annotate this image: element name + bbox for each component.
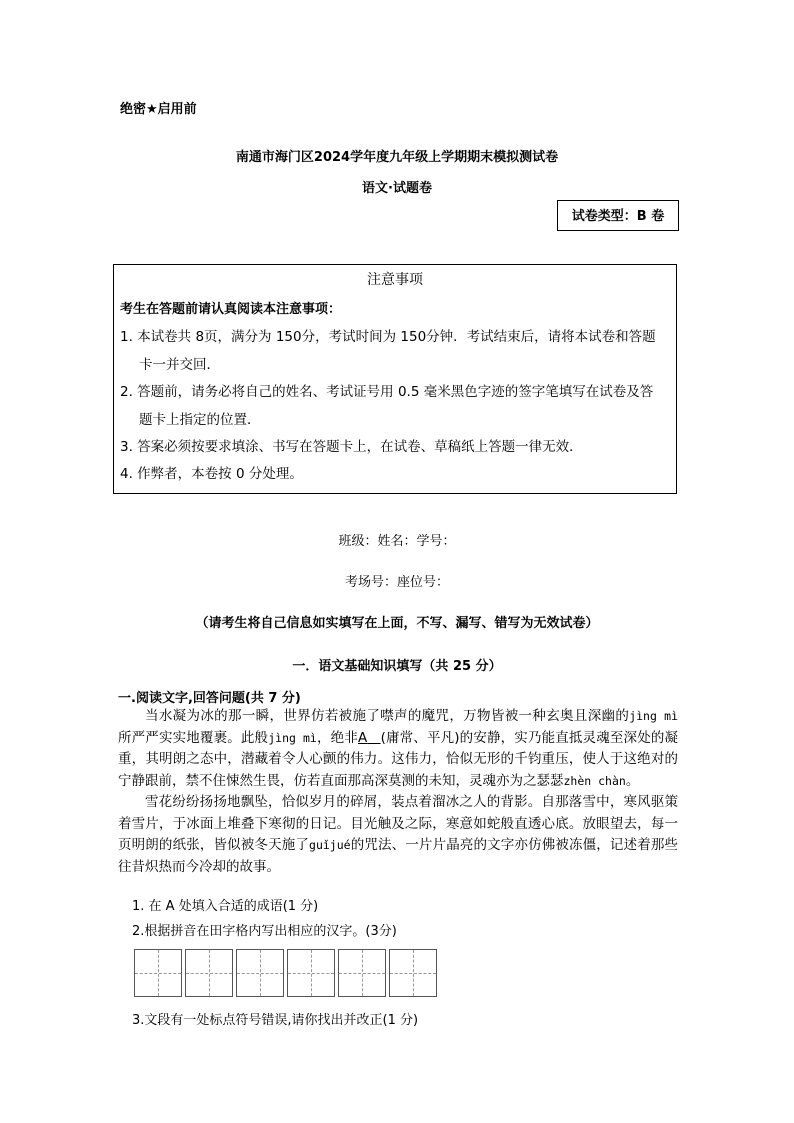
tianzige-cell[interactable] [389, 949, 437, 997]
notice-item-cont: 题卡上指定的位置． [139, 412, 261, 428]
blank-a: A [357, 729, 368, 746]
pinyin: jìng mì [629, 709, 679, 723]
pinyin: jìng mì [268, 730, 317, 745]
exam-title: 南通市海门区2024学年度九年级上学期期末模拟测试卷 [235, 150, 559, 165]
pinyin: zhèn chàn [563, 773, 626, 788]
question-1: 1. 在 A 处填入合适的成语(1 分) [132, 899, 319, 914]
paper-type-box: 试卷类型：B 卷 [557, 200, 679, 231]
notice-box [113, 264, 677, 494]
notice-item: 2. 答题前，请务必将自己的姓名、考试证号用 0.5 毫米黑色字迹的签字笔填写在试卷及答 [120, 384, 654, 400]
student-info-line: 班级：姓名：学号： [338, 534, 456, 549]
pinyin: guǐjué [309, 838, 351, 852]
notice-item: 1. 本试卷共 8页，满分为 150分，考试时间为 150分钟．考试结束后，请将本试卷和答题 [120, 329, 656, 345]
passage-paragraph-1: 当水凝为冰的那一瞬，世界仿若被施了噤声的魔咒，万物皆被一种玄奥且深幽的jìng mì所严严实实地覆裹。此般jìng mì，绝非A (庸常、平凡)的安静，实乃能直抵灵魂至深处的凝重，其明朗之态中，潜藏着令人心颤的伟力。这伟力，恰似无形的千钧重压，使人于这绝对的宁静跟前，禁不住悚然生畏，仿若直面那高深莫测的未知，灵魂亦为之瑟瑟zhèn chàn。 [118, 708, 679, 789]
tianzige-cell[interactable] [287, 949, 335, 997]
question-3: 3.文段有一处标点符号错误,请你找出并改正(1 分) [132, 1013, 419, 1028]
passage-paragraph-2: 雪花纷纷扬扬地飘坠，恰似岁月的碎屑，装点着溜冰之人的背影。自那落雪中，寒风驱策着雪片，于冰面上堆叠下寒彻的日记。目光触及之际，寒意如蛇般直透心底。放眼望去，每一页明朗的纸张，皆似被冬天施了guǐjué的咒法、一片片晶亮的文字亦仿佛被冻僵，记述着那些往昔炽热而今冷却的故事。 [118, 794, 679, 875]
info-warning: （请考生将自己信息如实填写在上面，不写、漏写、错写为无效试卷） [195, 616, 599, 631]
exam-subtitle: 语文·试题卷 [362, 181, 432, 196]
exam-room-line: 考场号：座位号： [344, 575, 449, 590]
notice-item-cont: 卡一并交回． [139, 357, 220, 373]
tianzige-cell[interactable] [236, 949, 284, 997]
tianzige-grid [134, 949, 440, 997]
tianzige-cell[interactable] [185, 949, 233, 997]
tianzige-cell[interactable] [134, 949, 182, 997]
notice-item: 4. 作弊者，本卷按 0 分处理。 [120, 466, 303, 482]
notice-title: 注意事项 [367, 272, 423, 288]
notice-item: 3. 答案必须按要求填涂、书写在答题卡上，在试卷、草稿纸上答题一律无效． [120, 439, 583, 455]
question-2: 2.根据拼音在田字格内写出相应的汉字。(3分) [132, 924, 397, 939]
notice-lead: 考生在答题前请认真阅读本注意事项： [120, 302, 342, 317]
section-title: 一．语文基础知识填写（共 25 分） [292, 659, 502, 674]
question-heading: 一.阅读文字,回答问题(共 7 分) [118, 691, 301, 706]
tianzige-cell[interactable] [338, 949, 386, 997]
confidential-mark: 绝密★启用前 [120, 102, 197, 117]
reading-passage [118, 706, 678, 878]
